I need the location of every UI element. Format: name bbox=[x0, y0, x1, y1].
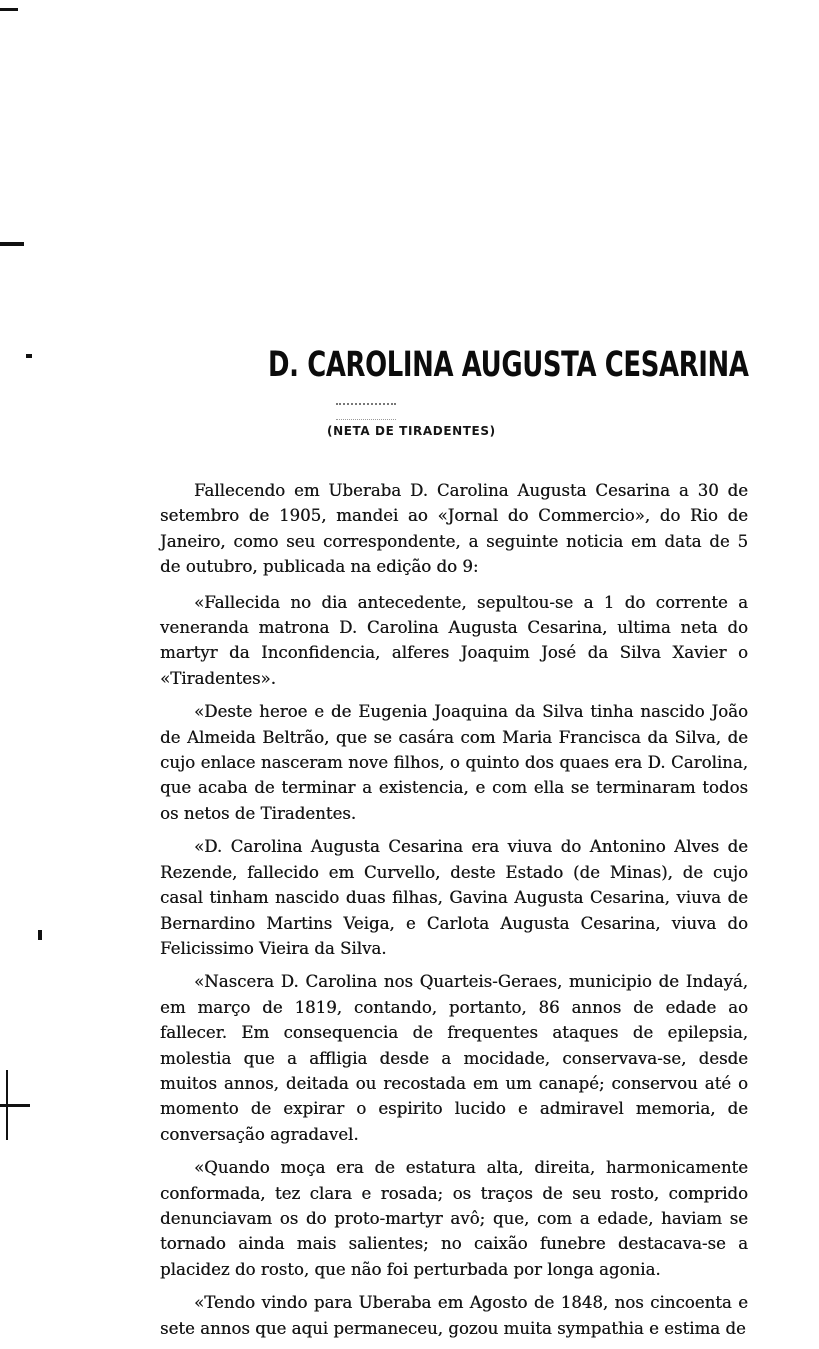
paragraph: «Fallecida no dia antecedente, sepultou-se a 1 do corrente a veneranda matrona D. Carolina Augusta Cesarina, ultima neta do martyr da Inconfidencia, alferes Joaquim José da Silva Xavier o «Tiradentes». bbox=[160, 592, 748, 688]
scan-edge-mark bbox=[6, 1070, 8, 1140]
document-subtitle: (NETA DE TIRADENTES) bbox=[327, 424, 496, 438]
document-body bbox=[160, 478, 748, 1349]
paragraph: «Quando moça era de estatura alta, direita, harmonicamente conformada, tez clara e rosada; os traços de seu rosto, comprido denunciavam os do proto-martyr avô; que, com a edade, haviam se tornado ainda mais salientes; no caixão funebre destacava-se a placidez do rosto, que não foi perturbada por longa agonia. bbox=[160, 1158, 748, 1279]
scan-edge-mark bbox=[0, 242, 24, 246]
scan-edge-mark bbox=[0, 1104, 30, 1107]
scan-edge-mark bbox=[26, 354, 32, 358]
document-title: D. CAROLINA AUGUSTA CESARINA bbox=[268, 345, 749, 386]
paragraph: «Deste heroe e de Eugenia Joaquina da Silva tinha nascido João de Almeida Beltrão, que se casára com Maria Francisca da Silva, de cujo enlace nasceram nove filhos, o quinto dos quaes era D. Carolina, que acaba de terminar a existencia, e com ella se terminaram todos os netos de Tiradentes. bbox=[160, 702, 748, 823]
scan-edge-mark bbox=[38, 930, 42, 940]
paragraph: «Nascera D. Carolina nos Quarteis-Geraes, municipio de Indayá, em março de 1819, contando, portanto, 86 annos de edade ao fallecer. Em consequencia de frequentes ataques de epilepsia, molestia que a affligia desde a mocidade, conservava-se, desde muitos annos, deitada ou recostada em um canapé; conservou até o momento de expirar o espirito lucido e admiravel memoria, de conversação agradavel. bbox=[160, 972, 748, 1144]
paragraph: «D. Carolina Augusta Cesarina era viuva do Antonino Alves de Rezende, fallecido em Curvello, deste Estado (de Minas), de cujo casal tinham nascido duas filhas, Gavina Augusta Cesarina, viuva de Bernardino Martins Veiga, e Carlota Augusta Cesarina, viuva do Felicissimo Vieira da Silva. bbox=[160, 837, 748, 958]
paragraph: Fallecendo em Uberaba D. Carolina Augusta Cesarina a 30 de setembro de 1905, mandei ao «Jornal do Commercio», do Rio de Janeiro, como seu correspondente, a seguinte noticia em data de 5 de outubro, publicada na edição do 9: bbox=[160, 481, 748, 577]
print-smudge bbox=[336, 403, 396, 420]
scan-edge-mark bbox=[0, 8, 18, 11]
paragraph: «Tendo vindo para Uberaba em Agosto de 1848, nos cincoenta e sete annos que aqui permaneceu, gozou muita sympathia e estima de bbox=[160, 1293, 748, 1338]
